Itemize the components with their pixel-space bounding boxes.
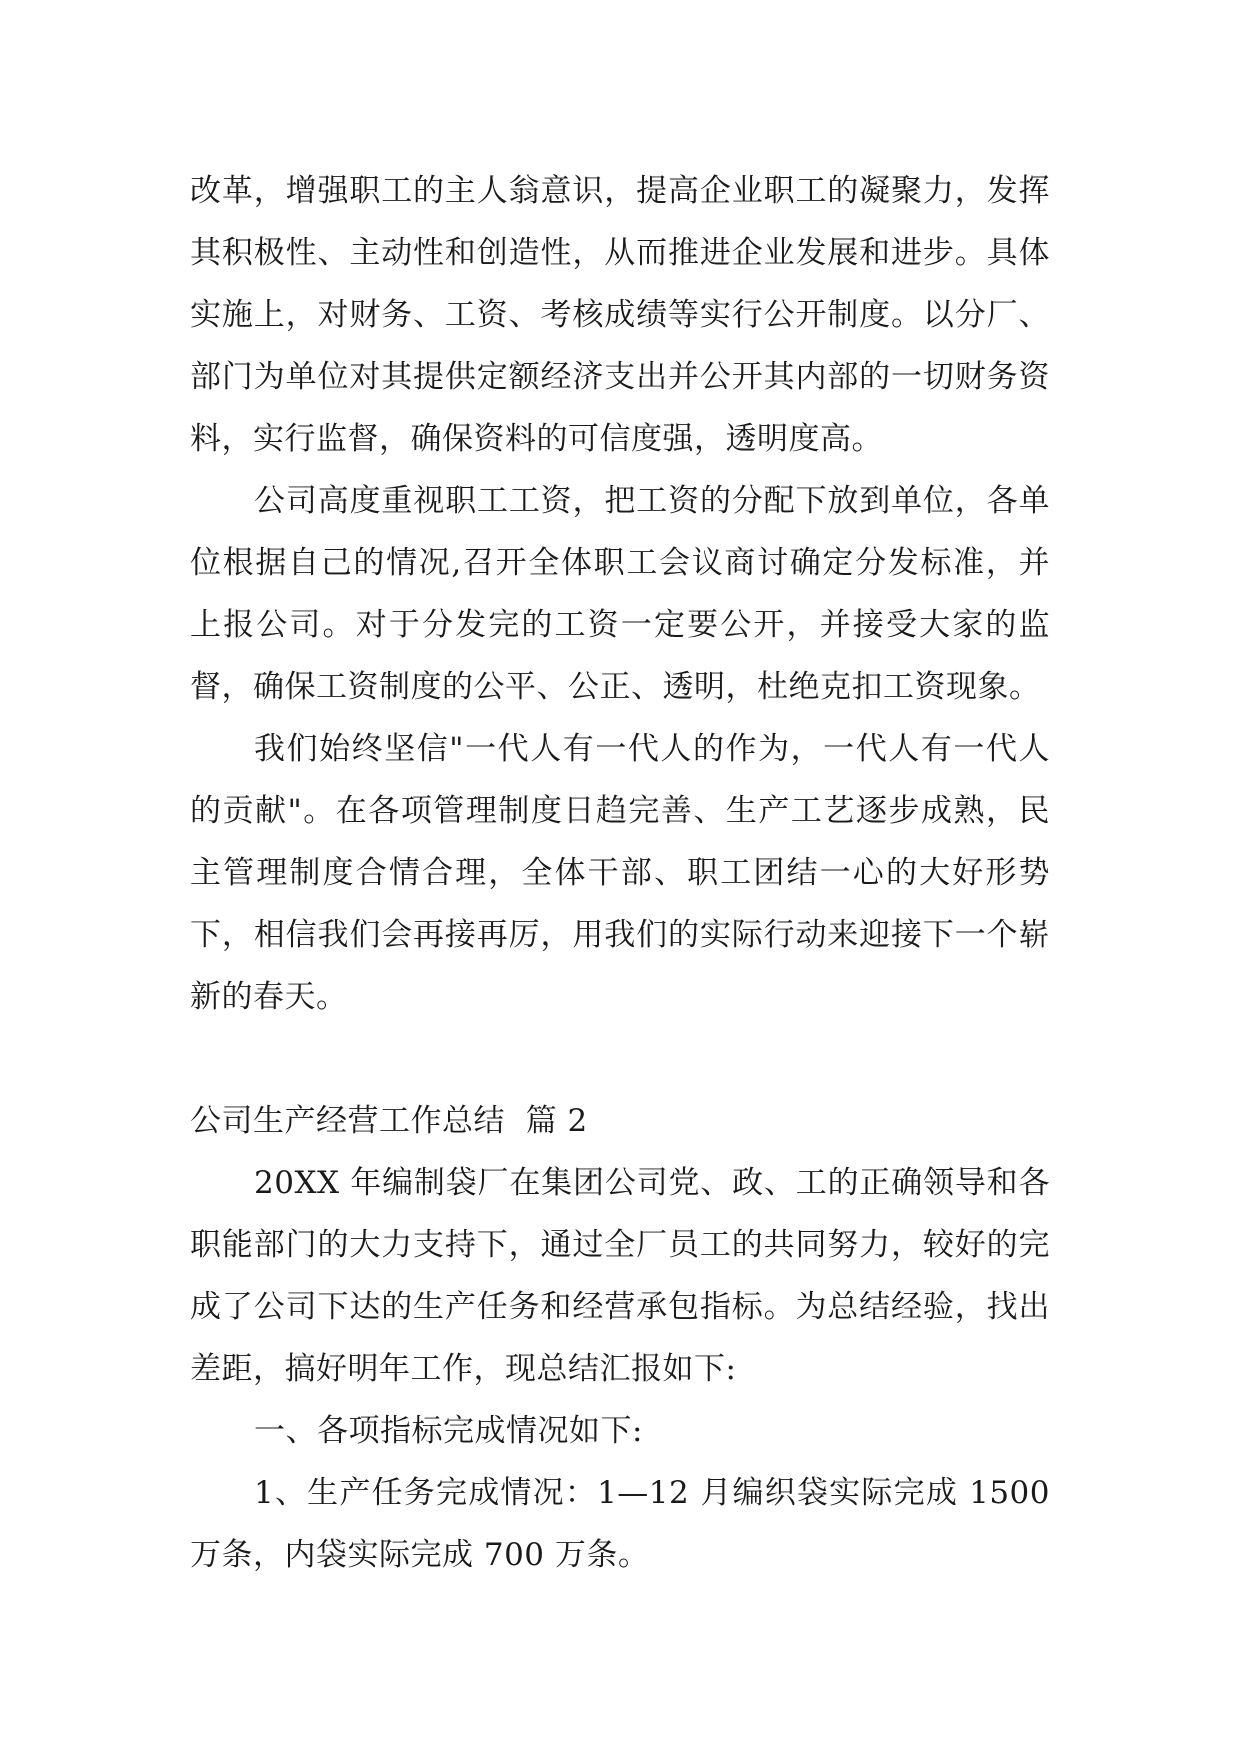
paragraph-wages: 公司高度重视职工工资，把工资的分配下放到单位，各单位根据自己的情况,召开全体职工会议商讨确定分发标准，并上报公司。对于分发完的工资一定要公开，并接受大家的监督，确保工资制度的公平、公正、透明，杜绝克扣工资现象。	[190, 483, 1050, 705]
paragraph-heading-indicators: 一、各项指标完成情况如下:	[254, 1413, 643, 1449]
section-title: 公司生产经营工作总结 篇 2	[190, 1103, 588, 1139]
section-spacer	[190, 1028, 1050, 1090]
paragraph-reform: 改革，增强职工的主人翁意识，提高企业职工的凝聚力，发挥其积极性、主动性和创造性，从而推进企业发展和进步。具体实施上，对财务、工资、考核成绩等实行公开制度。以分厂、部门为单位对其提供定额经济支出并公开其内部的一切财务资料，实行监督，确保资料的可信度强，透明度高。	[190, 173, 1050, 457]
paragraph-belief: 我们始终坚信"一代人有一代人的作为，一代人有一代人的贡献"。在各项管理制度日趋完善、生产工艺逐步成熟，民主管理制度合情合理，全体干部、职工团结一心的大好形势下，相信我们会再接再厉，用我们的实际行动来迎接下一个崭新的春天。	[190, 731, 1050, 1015]
document-body	[190, 160, 1050, 1586]
paragraph-production-task: 1、生产任务完成情况：1—12 月编织袋实际完成 1500 万条，内袋实际完成 700 万条。	[190, 1475, 1050, 1573]
paragraph-intro: 20XX 年编制袋厂在集团公司党、政、工的正确领导和各职能部门的大力支持下，通过全厂员工的共同努力，较好的完成了公司下达的生产任务和经营承包指标。为总结经验，找出差距，搞好明年工作，现总结汇报如下:	[190, 1165, 1050, 1387]
